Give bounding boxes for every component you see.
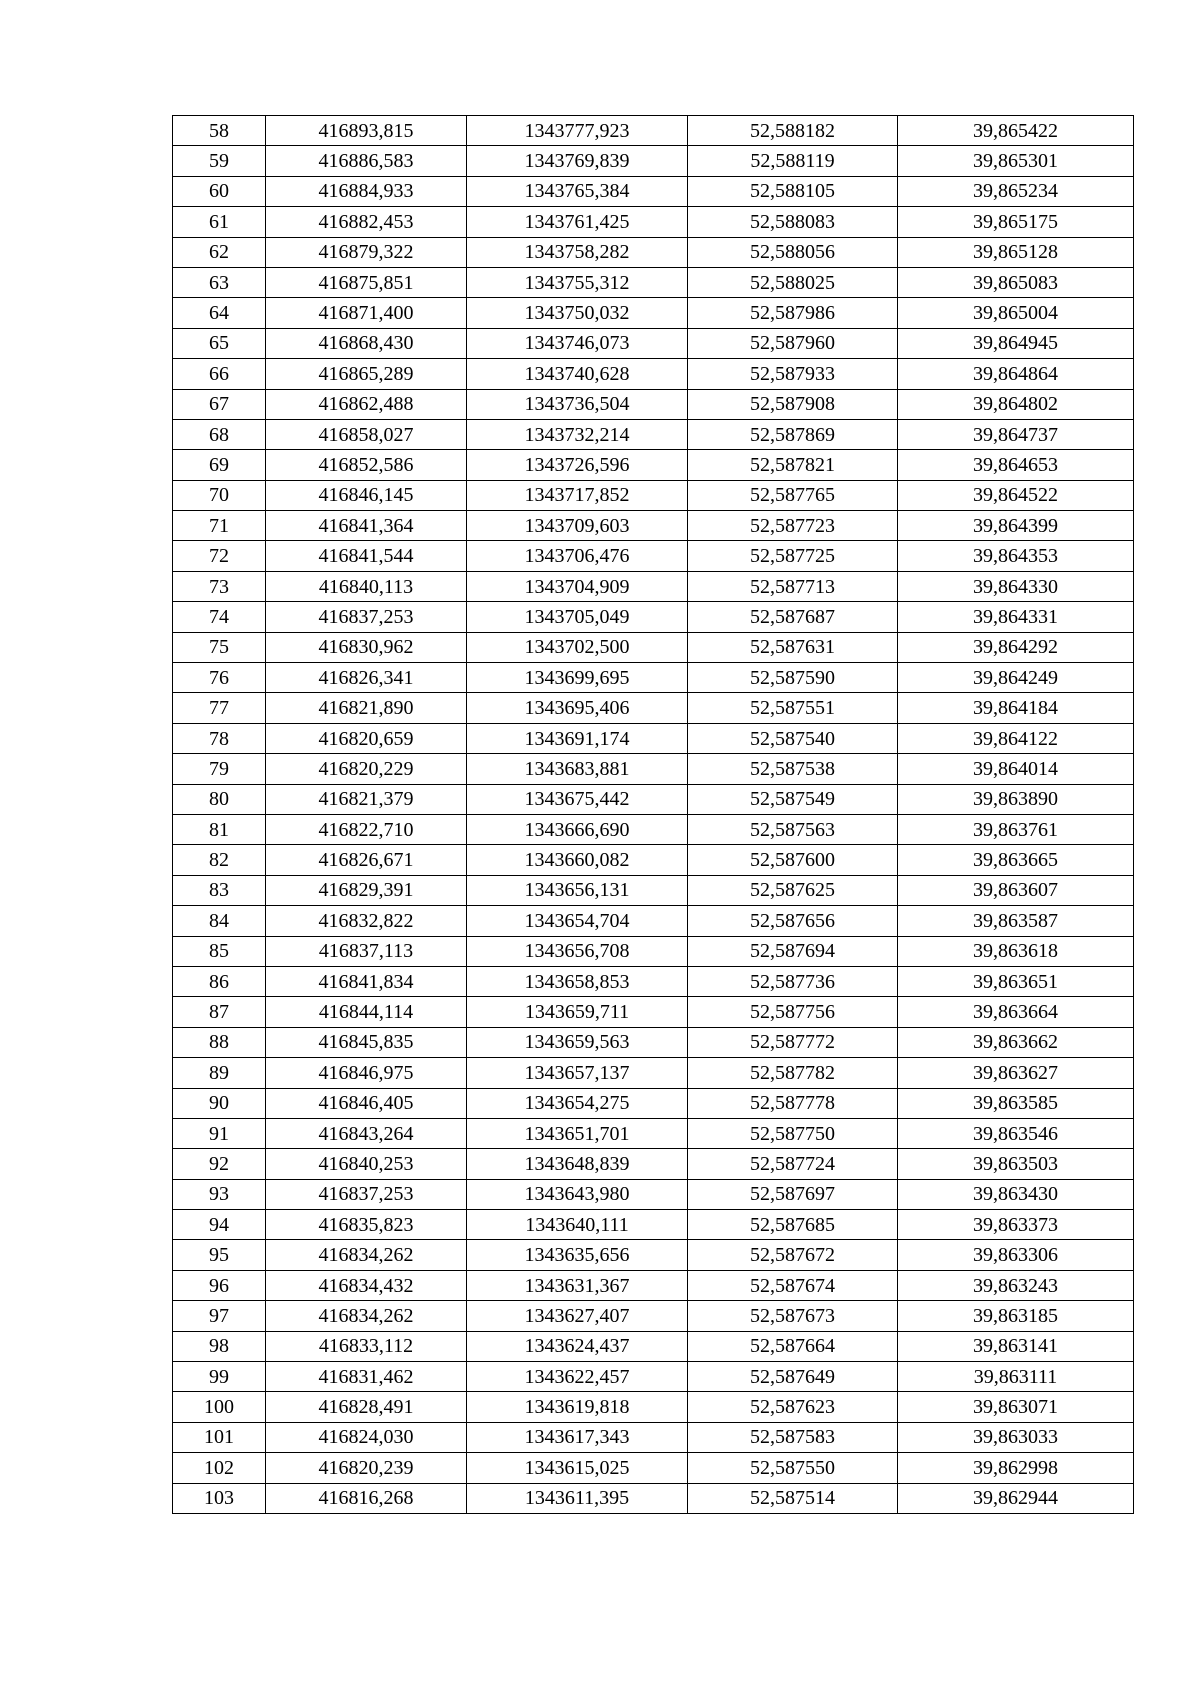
longitude-cell: 39,863141 (898, 1331, 1134, 1361)
x-coordinate-cell: 416835,823 (266, 1210, 467, 1240)
latitude-cell: 52,588083 (688, 207, 898, 237)
latitude-cell: 52,587750 (688, 1118, 898, 1148)
table-row (173, 1422, 1134, 1452)
table-row (173, 997, 1134, 1027)
latitude-cell: 52,587869 (688, 419, 898, 449)
table-row (173, 207, 1134, 237)
point-number-cell: 61 (173, 207, 266, 237)
latitude-cell: 52,587673 (688, 1301, 898, 1331)
longitude-cell: 39,864330 (898, 571, 1134, 601)
x-coordinate-cell: 416822,710 (266, 814, 467, 844)
latitude-cell: 52,588105 (688, 176, 898, 206)
latitude-cell: 52,587960 (688, 328, 898, 358)
latitude-cell: 52,587778 (688, 1088, 898, 1118)
point-number-cell: 101 (173, 1422, 266, 1452)
latitude-cell: 52,587782 (688, 1058, 898, 1088)
y-coordinate-cell: 1343635,656 (467, 1240, 688, 1270)
latitude-cell: 52,587631 (688, 632, 898, 662)
x-coordinate-cell: 416840,113 (266, 571, 467, 601)
longitude-cell: 39,863651 (898, 966, 1134, 996)
x-coordinate-cell: 416831,462 (266, 1362, 467, 1392)
table-row (173, 906, 1134, 936)
x-coordinate-cell: 416871,400 (266, 298, 467, 328)
y-coordinate-cell: 1343622,457 (467, 1362, 688, 1392)
x-coordinate-cell: 416820,239 (266, 1453, 467, 1483)
longitude-cell: 39,864522 (898, 480, 1134, 510)
table-row (173, 359, 1134, 389)
latitude-cell: 52,587590 (688, 663, 898, 693)
table-row (173, 267, 1134, 297)
latitude-cell: 52,587821 (688, 450, 898, 480)
point-number-cell: 77 (173, 693, 266, 723)
coordinates-table-body (173, 116, 1134, 1514)
longitude-cell: 39,863662 (898, 1027, 1134, 1057)
y-coordinate-cell: 1343654,275 (467, 1088, 688, 1118)
latitude-cell: 52,587723 (688, 511, 898, 541)
x-coordinate-cell: 416875,851 (266, 267, 467, 297)
y-coordinate-cell: 1343675,442 (467, 784, 688, 814)
point-number-cell: 93 (173, 1179, 266, 1209)
point-number-cell: 81 (173, 814, 266, 844)
point-number-cell: 84 (173, 906, 266, 936)
latitude-cell: 52,587674 (688, 1270, 898, 1300)
latitude-cell: 52,587600 (688, 845, 898, 875)
point-number-cell: 72 (173, 541, 266, 571)
x-coordinate-cell: 416824,030 (266, 1422, 467, 1452)
longitude-cell: 39,863503 (898, 1149, 1134, 1179)
latitude-cell: 52,587540 (688, 723, 898, 753)
latitude-cell: 52,587725 (688, 541, 898, 571)
x-coordinate-cell: 416837,113 (266, 936, 467, 966)
table-row (173, 419, 1134, 449)
point-number-cell: 88 (173, 1027, 266, 1057)
table-row (173, 450, 1134, 480)
x-coordinate-cell: 416829,391 (266, 875, 467, 905)
point-number-cell: 76 (173, 663, 266, 693)
y-coordinate-cell: 1343640,111 (467, 1210, 688, 1240)
point-number-cell: 80 (173, 784, 266, 814)
table-row (173, 1149, 1134, 1179)
latitude-cell: 52,587736 (688, 966, 898, 996)
y-coordinate-cell: 1343726,596 (467, 450, 688, 480)
y-coordinate-cell: 1343656,131 (467, 875, 688, 905)
x-coordinate-cell: 416821,890 (266, 693, 467, 723)
table-row (173, 1118, 1134, 1148)
x-coordinate-cell: 416834,262 (266, 1301, 467, 1331)
point-number-cell: 86 (173, 966, 266, 996)
y-coordinate-cell: 1343615,025 (467, 1453, 688, 1483)
y-coordinate-cell: 1343659,563 (467, 1027, 688, 1057)
latitude-cell: 52,588119 (688, 146, 898, 176)
y-coordinate-cell: 1343705,049 (467, 602, 688, 632)
longitude-cell: 39,863585 (898, 1088, 1134, 1118)
x-coordinate-cell: 416858,027 (266, 419, 467, 449)
x-coordinate-cell: 416833,112 (266, 1331, 467, 1361)
y-coordinate-cell: 1343643,980 (467, 1179, 688, 1209)
y-coordinate-cell: 1343631,367 (467, 1270, 688, 1300)
longitude-cell: 39,863430 (898, 1179, 1134, 1209)
table-row (173, 146, 1134, 176)
latitude-cell: 52,587656 (688, 906, 898, 936)
x-coordinate-cell: 416841,834 (266, 966, 467, 996)
point-number-cell: 68 (173, 419, 266, 449)
longitude-cell: 39,865301 (898, 146, 1134, 176)
point-number-cell: 67 (173, 389, 266, 419)
y-coordinate-cell: 1343651,701 (467, 1118, 688, 1148)
latitude-cell: 52,587685 (688, 1210, 898, 1240)
point-number-cell: 66 (173, 359, 266, 389)
table-row (173, 176, 1134, 206)
longitude-cell: 39,864399 (898, 511, 1134, 541)
table-row (173, 1210, 1134, 1240)
latitude-cell: 52,587550 (688, 1453, 898, 1483)
table-row (173, 1453, 1134, 1483)
point-number-cell: 91 (173, 1118, 266, 1148)
point-number-cell: 97 (173, 1301, 266, 1331)
longitude-cell: 39,863627 (898, 1058, 1134, 1088)
x-coordinate-cell: 416879,322 (266, 237, 467, 267)
x-coordinate-cell: 416862,488 (266, 389, 467, 419)
latitude-cell: 52,587765 (688, 480, 898, 510)
y-coordinate-cell: 1343654,704 (467, 906, 688, 936)
y-coordinate-cell: 1343695,406 (467, 693, 688, 723)
y-coordinate-cell: 1343704,909 (467, 571, 688, 601)
longitude-cell: 39,864353 (898, 541, 1134, 571)
point-number-cell: 65 (173, 328, 266, 358)
point-number-cell: 90 (173, 1088, 266, 1118)
latitude-cell: 52,588025 (688, 267, 898, 297)
y-coordinate-cell: 1343617,343 (467, 1422, 688, 1452)
latitude-cell: 52,587623 (688, 1392, 898, 1422)
y-coordinate-cell: 1343702,500 (467, 632, 688, 662)
table-row (173, 602, 1134, 632)
table-row (173, 511, 1134, 541)
latitude-cell: 52,587649 (688, 1362, 898, 1392)
table-row (173, 1027, 1134, 1057)
longitude-cell: 39,864802 (898, 389, 1134, 419)
y-coordinate-cell: 1343699,695 (467, 663, 688, 693)
coordinates-table (172, 115, 1134, 1514)
y-coordinate-cell: 1343740,628 (467, 359, 688, 389)
point-number-cell: 62 (173, 237, 266, 267)
table-row (173, 966, 1134, 996)
x-coordinate-cell: 416837,253 (266, 1179, 467, 1209)
longitude-cell: 39,864331 (898, 602, 1134, 632)
latitude-cell: 52,587697 (688, 1179, 898, 1209)
x-coordinate-cell: 416828,491 (266, 1392, 467, 1422)
latitude-cell: 52,587625 (688, 875, 898, 905)
point-number-cell: 79 (173, 754, 266, 784)
point-number-cell: 89 (173, 1058, 266, 1088)
latitude-cell: 52,587933 (688, 359, 898, 389)
x-coordinate-cell: 416840,253 (266, 1149, 467, 1179)
point-number-cell: 87 (173, 997, 266, 1027)
latitude-cell: 52,587772 (688, 1027, 898, 1057)
point-number-cell: 96 (173, 1270, 266, 1300)
latitude-cell: 52,587756 (688, 997, 898, 1027)
table-row (173, 1058, 1134, 1088)
table-row (173, 1392, 1134, 1422)
table-row (173, 237, 1134, 267)
point-number-cell: 59 (173, 146, 266, 176)
y-coordinate-cell: 1343758,282 (467, 237, 688, 267)
point-number-cell: 69 (173, 450, 266, 480)
y-coordinate-cell: 1343706,476 (467, 541, 688, 571)
x-coordinate-cell: 416846,405 (266, 1088, 467, 1118)
longitude-cell: 39,864653 (898, 450, 1134, 480)
longitude-cell: 39,863243 (898, 1270, 1134, 1300)
latitude-cell: 52,587986 (688, 298, 898, 328)
y-coordinate-cell: 1343777,923 (467, 116, 688, 146)
longitude-cell: 39,863185 (898, 1301, 1134, 1331)
x-coordinate-cell: 416834,262 (266, 1240, 467, 1270)
longitude-cell: 39,865175 (898, 207, 1134, 237)
x-coordinate-cell: 416852,586 (266, 450, 467, 480)
y-coordinate-cell: 1343666,690 (467, 814, 688, 844)
table-row (173, 480, 1134, 510)
table-row (173, 1301, 1134, 1331)
y-coordinate-cell: 1343746,073 (467, 328, 688, 358)
x-coordinate-cell: 416826,671 (266, 845, 467, 875)
latitude-cell: 52,587713 (688, 571, 898, 601)
point-number-cell: 63 (173, 267, 266, 297)
y-coordinate-cell: 1343691,174 (467, 723, 688, 753)
latitude-cell: 52,588182 (688, 116, 898, 146)
x-coordinate-cell: 416816,268 (266, 1483, 467, 1513)
x-coordinate-cell: 416884,933 (266, 176, 467, 206)
longitude-cell: 39,863373 (898, 1210, 1134, 1240)
table-row (173, 693, 1134, 723)
x-coordinate-cell: 416834,432 (266, 1270, 467, 1300)
latitude-cell: 52,588056 (688, 237, 898, 267)
table-row (173, 1088, 1134, 1118)
y-coordinate-cell: 1343648,839 (467, 1149, 688, 1179)
point-number-cell: 92 (173, 1149, 266, 1179)
longitude-cell: 39,865128 (898, 237, 1134, 267)
longitude-cell: 39,864945 (898, 328, 1134, 358)
y-coordinate-cell: 1343717,852 (467, 480, 688, 510)
table-row (173, 1270, 1134, 1300)
longitude-cell: 39,864737 (898, 419, 1134, 449)
point-number-cell: 95 (173, 1240, 266, 1270)
longitude-cell: 39,862998 (898, 1453, 1134, 1483)
latitude-cell: 52,587724 (688, 1149, 898, 1179)
latitude-cell: 52,587583 (688, 1422, 898, 1452)
latitude-cell: 52,587672 (688, 1240, 898, 1270)
longitude-cell: 39,865004 (898, 298, 1134, 328)
y-coordinate-cell: 1343769,839 (467, 146, 688, 176)
x-coordinate-cell: 416846,145 (266, 480, 467, 510)
y-coordinate-cell: 1343619,818 (467, 1392, 688, 1422)
x-coordinate-cell: 416820,659 (266, 723, 467, 753)
x-coordinate-cell: 416846,975 (266, 1058, 467, 1088)
table-row (173, 389, 1134, 419)
x-coordinate-cell: 416844,114 (266, 997, 467, 1027)
table-row (173, 1179, 1134, 1209)
x-coordinate-cell: 416886,583 (266, 146, 467, 176)
point-number-cell: 98 (173, 1331, 266, 1361)
longitude-cell: 39,862944 (898, 1483, 1134, 1513)
longitude-cell: 39,863033 (898, 1422, 1134, 1452)
point-number-cell: 99 (173, 1362, 266, 1392)
y-coordinate-cell: 1343736,504 (467, 389, 688, 419)
longitude-cell: 39,863071 (898, 1392, 1134, 1422)
longitude-cell: 39,864292 (898, 632, 1134, 662)
x-coordinate-cell: 416821,379 (266, 784, 467, 814)
longitude-cell: 39,865422 (898, 116, 1134, 146)
y-coordinate-cell: 1343658,853 (467, 966, 688, 996)
y-coordinate-cell: 1343624,437 (467, 1331, 688, 1361)
table-row (173, 298, 1134, 328)
table-row (173, 1331, 1134, 1361)
table-row (173, 814, 1134, 844)
x-coordinate-cell: 416865,289 (266, 359, 467, 389)
y-coordinate-cell: 1343611,395 (467, 1483, 688, 1513)
latitude-cell: 52,587694 (688, 936, 898, 966)
longitude-cell: 39,864864 (898, 359, 1134, 389)
longitude-cell: 39,863890 (898, 784, 1134, 814)
longitude-cell: 39,865234 (898, 176, 1134, 206)
longitude-cell: 39,863546 (898, 1118, 1134, 1148)
table-row (173, 663, 1134, 693)
longitude-cell: 39,864249 (898, 663, 1134, 693)
point-number-cell: 70 (173, 480, 266, 510)
longitude-cell: 39,863587 (898, 906, 1134, 936)
x-coordinate-cell: 416882,453 (266, 207, 467, 237)
table-row (173, 116, 1134, 146)
point-number-cell: 103 (173, 1483, 266, 1513)
point-number-cell: 83 (173, 875, 266, 905)
longitude-cell: 39,863306 (898, 1240, 1134, 1270)
point-number-cell: 100 (173, 1392, 266, 1422)
x-coordinate-cell: 416868,430 (266, 328, 467, 358)
y-coordinate-cell: 1343660,082 (467, 845, 688, 875)
y-coordinate-cell: 1343656,708 (467, 936, 688, 966)
latitude-cell: 52,587538 (688, 754, 898, 784)
latitude-cell: 52,587563 (688, 814, 898, 844)
point-number-cell: 75 (173, 632, 266, 662)
longitude-cell: 39,864122 (898, 723, 1134, 753)
longitude-cell: 39,865083 (898, 267, 1134, 297)
point-number-cell: 85 (173, 936, 266, 966)
latitude-cell: 52,587908 (688, 389, 898, 419)
x-coordinate-cell: 416845,835 (266, 1027, 467, 1057)
table-row (173, 936, 1134, 966)
table-row (173, 784, 1134, 814)
point-number-cell: 74 (173, 602, 266, 632)
longitude-cell: 39,863607 (898, 875, 1134, 905)
point-number-cell: 78 (173, 723, 266, 753)
table-row (173, 723, 1134, 753)
point-number-cell: 64 (173, 298, 266, 328)
y-coordinate-cell: 1343627,407 (467, 1301, 688, 1331)
x-coordinate-cell: 416843,264 (266, 1118, 467, 1148)
y-coordinate-cell: 1343659,711 (467, 997, 688, 1027)
longitude-cell: 39,863665 (898, 845, 1134, 875)
y-coordinate-cell: 1343683,881 (467, 754, 688, 784)
x-coordinate-cell: 416893,815 (266, 116, 467, 146)
table-row (173, 754, 1134, 784)
table-row (173, 875, 1134, 905)
point-number-cell: 82 (173, 845, 266, 875)
point-number-cell: 102 (173, 1453, 266, 1483)
longitude-cell: 39,863664 (898, 997, 1134, 1027)
x-coordinate-cell: 416820,229 (266, 754, 467, 784)
point-number-cell: 94 (173, 1210, 266, 1240)
x-coordinate-cell: 416830,962 (266, 632, 467, 662)
longitude-cell: 39,863761 (898, 814, 1134, 844)
table-row (173, 328, 1134, 358)
table-row (173, 1362, 1134, 1392)
table-row (173, 571, 1134, 601)
y-coordinate-cell: 1343761,425 (467, 207, 688, 237)
x-coordinate-cell: 416826,341 (266, 663, 467, 693)
latitude-cell: 52,587549 (688, 784, 898, 814)
table-row (173, 1240, 1134, 1270)
point-number-cell: 60 (173, 176, 266, 206)
table-row (173, 1483, 1134, 1513)
x-coordinate-cell: 416832,822 (266, 906, 467, 936)
y-coordinate-cell: 1343750,032 (467, 298, 688, 328)
latitude-cell: 52,587664 (688, 1331, 898, 1361)
point-number-cell: 73 (173, 571, 266, 601)
x-coordinate-cell: 416841,544 (266, 541, 467, 571)
x-coordinate-cell: 416837,253 (266, 602, 467, 632)
point-number-cell: 58 (173, 116, 266, 146)
longitude-cell: 39,863111 (898, 1362, 1134, 1392)
table-row (173, 845, 1134, 875)
y-coordinate-cell: 1343732,214 (467, 419, 688, 449)
table-row (173, 541, 1134, 571)
longitude-cell: 39,864014 (898, 754, 1134, 784)
latitude-cell: 52,587514 (688, 1483, 898, 1513)
point-number-cell: 71 (173, 511, 266, 541)
y-coordinate-cell: 1343755,312 (467, 267, 688, 297)
latitude-cell: 52,587687 (688, 602, 898, 632)
longitude-cell: 39,863618 (898, 936, 1134, 966)
y-coordinate-cell: 1343709,603 (467, 511, 688, 541)
latitude-cell: 52,587551 (688, 693, 898, 723)
x-coordinate-cell: 416841,364 (266, 511, 467, 541)
y-coordinate-cell: 1343765,384 (467, 176, 688, 206)
longitude-cell: 39,864184 (898, 693, 1134, 723)
y-coordinate-cell: 1343657,137 (467, 1058, 688, 1088)
table-row (173, 632, 1134, 662)
